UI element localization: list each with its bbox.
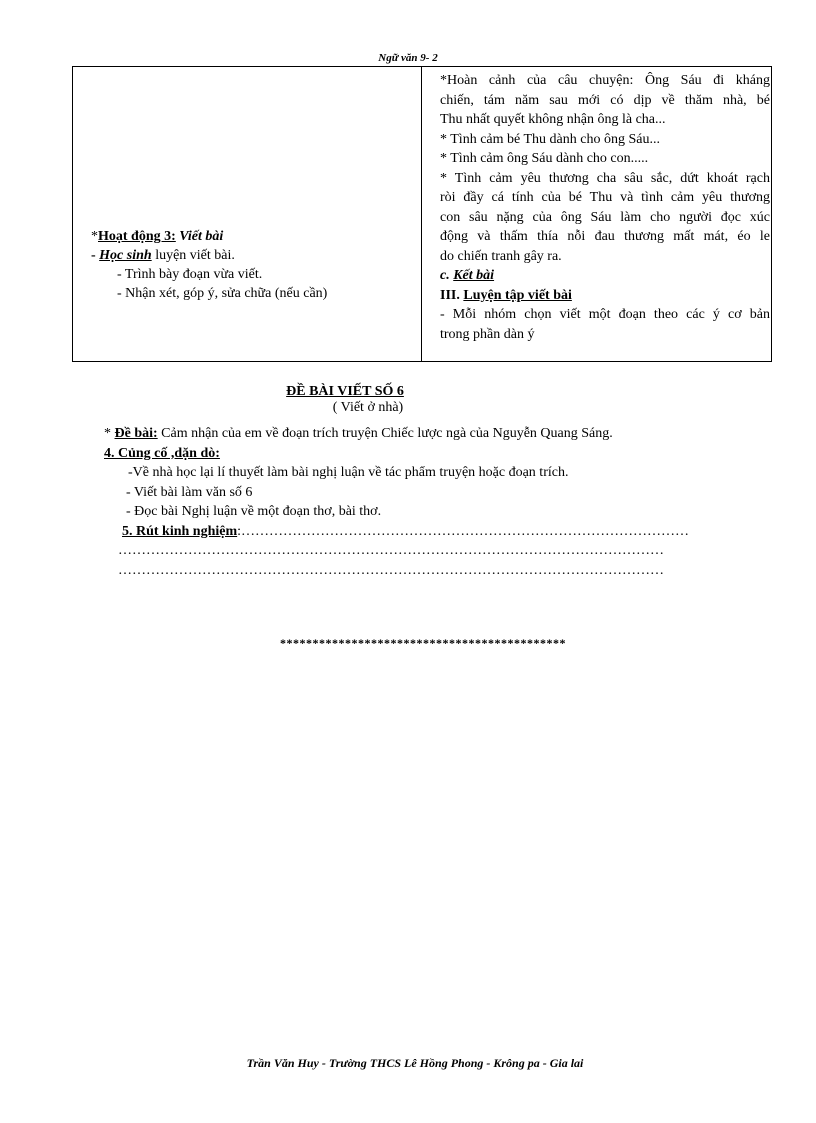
practice-line-2: trong phần dàn ý bbox=[440, 326, 535, 342]
assignment-body bbox=[104, 424, 744, 541]
page-footer: Trần Văn Huy - Trường THCS Lê Hồng Phong - Krông pa - Gia lai bbox=[246, 1056, 584, 1070]
section-4-item-3: - Đọc bài Nghị luận về một đoạn thơ, bài thơ. bbox=[126, 504, 382, 519]
section-5-label: 5. Rút kinh nghiệm bbox=[122, 523, 238, 539]
context-line-1: *Hoàn cảnh của câu chuyện: Ông Sáu đi kháng bbox=[440, 73, 770, 88]
practice-line-1: - Mỗi nhóm chọn viết một đoạn theo các ý cơ bản bbox=[440, 307, 770, 322]
sau-feeling-line: * Tình cảm ông Sáu dành cho con..... bbox=[440, 151, 649, 166]
assignment-title-block bbox=[0, 384, 690, 416]
left-line-1: - Trình bày đoạn vừa viết. bbox=[117, 267, 263, 282]
emotion-line-4: động và thấm thía nỗi đau thương mất mát, éo le bbox=[440, 229, 770, 244]
right-column bbox=[440, 71, 770, 344]
student-line bbox=[91, 246, 411, 265]
prompt-prefix: * bbox=[104, 426, 111, 441]
emotion-line-3: con sâu nặng của ông Sáu làm cho người đọc xúc bbox=[440, 209, 770, 225]
section-4-label: 4. Củng cố ,dặn dò: bbox=[104, 445, 220, 461]
context-line-2: chiến, tám năm sau mới có dịp về thăm nhà, bé bbox=[440, 92, 770, 108]
context-line-3: Thu nhất quyết không nhận ông là cha... bbox=[440, 112, 666, 127]
notes-dots-line-2: ……………………………………………………………………………………………………… bbox=[118, 543, 664, 558]
practice-prefix: III. bbox=[440, 287, 460, 303]
prompt-label: Đề bài: bbox=[114, 426, 158, 441]
activity-name: Viết bài bbox=[179, 229, 224, 244]
ketbai-heading bbox=[440, 266, 770, 286]
activity-heading bbox=[91, 227, 411, 246]
student-dash: - bbox=[91, 248, 96, 263]
emotion-line-5: do chiến tranh gây ra. bbox=[440, 248, 562, 264]
ketbai-prefix: c. bbox=[440, 268, 450, 283]
emotion-line-1: * Tình cảm yêu thương cha sâu sắc, dứt khoát rạch bbox=[440, 170, 770, 186]
thu-feeling-line: * Tình cảm bé Thu dành cho ông Sáu... bbox=[440, 131, 660, 147]
assignment-title: ĐỀ BÀI VIẾT SỐ 6 bbox=[286, 384, 404, 399]
separator-stars: ******************************************** bbox=[280, 636, 566, 650]
activity-prefix: * bbox=[91, 229, 98, 244]
emotion-line-2: ròi đầy cá tính của bé Thu và tình cảm yêu thương bbox=[440, 190, 770, 205]
assignment-prompt bbox=[104, 424, 744, 444]
section-4-item-2: - Viết bài làm văn số 6 bbox=[126, 484, 253, 500]
practice-label: Luyện tập viết bài bbox=[463, 287, 572, 303]
column-divider bbox=[421, 67, 422, 361]
notes-dots-line-3: ……………………………………………………………………………………………………… bbox=[118, 563, 664, 578]
lesson-table bbox=[72, 66, 772, 362]
practice-heading bbox=[440, 286, 770, 306]
section-5-dots: :…………………………………………………………………………………… bbox=[237, 523, 690, 539]
prompt-text: Cảm nhận của em về đoạn trích truyện Chiếc lược ngà của Nguyễn Quang Sáng. bbox=[161, 426, 613, 441]
section-5-line bbox=[104, 522, 744, 542]
activity-label: Hoạt động 3: bbox=[98, 229, 176, 244]
assignment-subtitle: ( Viết ở nhà) bbox=[332, 400, 404, 415]
section-4-item-1: -Về nhà học lại lí thuyết làm bài nghị luận về tác phẩm truyện hoặc đoạn trích. bbox=[128, 465, 569, 480]
student-label: Học sinh bbox=[99, 248, 152, 263]
ketbai-label: Kết bài bbox=[453, 268, 495, 283]
page-header: Ngữ văn 9- 2 bbox=[378, 52, 438, 64]
left-column bbox=[91, 227, 411, 303]
left-line-2: - Nhận xét, góp ý, sửa chữa (nếu cần) bbox=[117, 286, 328, 301]
student-text: luyện viết bài. bbox=[155, 248, 235, 263]
